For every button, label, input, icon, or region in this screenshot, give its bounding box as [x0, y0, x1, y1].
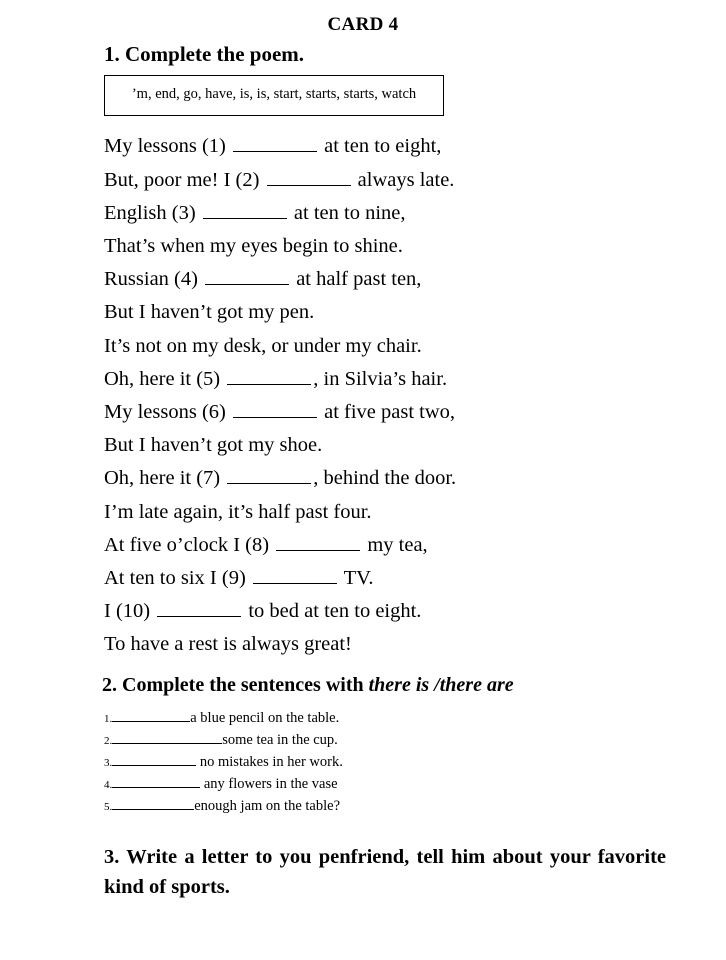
poem-line-text: Oh, here it (5) — [104, 367, 226, 390]
sentence-item — [104, 795, 692, 817]
poem-line-text: Russian (4) — [104, 268, 204, 291]
poem-line — [104, 429, 692, 462]
sentence-answer-blank[interactable] — [112, 707, 190, 722]
sentence-answer-blank[interactable] — [112, 795, 194, 810]
poem-answer-blank[interactable] — [205, 265, 289, 285]
poem-line-text: But I haven’t got my pen. — [104, 301, 315, 324]
poem-line — [104, 595, 692, 628]
poem-line-text-tail: TV. — [338, 567, 374, 590]
poem-line-text: But, poor me! I (2) — [104, 168, 265, 191]
poem-line-text: It’s not on my desk, or under my chair. — [104, 334, 422, 357]
poem-line-text-tail: my tea, — [362, 533, 428, 556]
task-2-heading-plain: 2. Complete the sentences with — [102, 673, 369, 696]
poem-line-text: My lessons (6) — [104, 401, 231, 424]
poem-answer-blank[interactable] — [227, 364, 311, 384]
poem-line-text-tail: at ten to eight, — [318, 135, 442, 158]
sentence-text: some tea in the cup. — [222, 731, 338, 748]
sentence-number: 3. — [104, 756, 113, 769]
poem-line — [104, 130, 692, 163]
poem-line — [104, 197, 692, 230]
poem-answer-blank[interactable] — [253, 564, 337, 584]
sentence-answer-blank[interactable] — [112, 773, 200, 788]
sentence-number: 5. — [104, 800, 113, 813]
task-3-heading: 3. Write a letter to you penfriend, tell him about your favorite kind of sports. — [104, 845, 666, 898]
poem-answer-blank[interactable] — [267, 165, 351, 185]
poem-line — [104, 164, 692, 197]
poem-line — [104, 396, 692, 429]
poem-line-text: To have a rest is always great! — [104, 633, 352, 656]
poem-line — [104, 363, 692, 396]
sentence-answer-blank[interactable] — [112, 751, 196, 766]
poem-line-text: Oh, here it (7) — [104, 467, 226, 490]
word-bank-box: ’m, end, go, have, is, is, start, starts, starts, watch — [104, 75, 444, 116]
poem-line — [104, 496, 692, 529]
poem-line-text-tail: to bed at ten to eight. — [243, 600, 422, 623]
poem-line-text: My lessons (1) — [104, 135, 231, 158]
page-title: CARD 4 — [327, 14, 399, 35]
sentence-number: 2. — [104, 734, 113, 747]
task-2-heading-italic: there is /there are — [368, 673, 514, 696]
poem-line-text-tail: , in Silvia’s hair. — [313, 367, 448, 390]
poem-line — [104, 628, 692, 661]
sentence-text: any flowers in the vase — [200, 775, 338, 792]
sentence-item — [104, 729, 692, 751]
poem-line-text-tail: at five past two, — [318, 401, 456, 424]
poem-answer-blank[interactable] — [276, 530, 360, 550]
poem-answer-blank[interactable] — [157, 597, 241, 617]
poem-line-text-tail: always late. — [352, 168, 455, 191]
poem-line-text: I (10) — [104, 600, 156, 623]
poem-line — [104, 562, 692, 595]
sentence-item — [104, 773, 692, 795]
poem-line-text: At ten to six I (9) — [104, 567, 251, 590]
poem-answer-blank[interactable] — [203, 198, 287, 218]
poem-answer-blank[interactable] — [233, 398, 317, 418]
poem-line-text: But I haven’t got my shoe. — [104, 434, 323, 457]
poem-line — [104, 330, 692, 363]
poem-answer-blank[interactable] — [233, 132, 317, 152]
poem-line-text: I’m late again, it’s half past four. — [104, 500, 372, 523]
sentence-text: no mistakes in her work. — [196, 753, 343, 770]
sentence-text: enough jam on the table? — [194, 797, 341, 814]
sentence-number: 1. — [104, 712, 113, 725]
task-2-heading — [34, 674, 692, 697]
poem-answer-blank[interactable] — [227, 464, 311, 484]
sentence-item — [104, 751, 692, 773]
poem-line-text: English (3) — [104, 201, 201, 224]
poem-line — [104, 529, 692, 562]
poem-line — [104, 230, 692, 263]
sentence-text: a blue pencil on the table. — [190, 709, 340, 726]
poem-line-text-tail: at ten to nine, — [288, 201, 406, 224]
poem-line-text: That’s when my eyes begin to shine. — [104, 235, 403, 257]
sentence-answer-blank[interactable] — [112, 729, 222, 744]
poem-line — [104, 296, 692, 329]
poem-line-text: At five o’clock I (8) — [104, 533, 275, 556]
poem-line-text-tail: , behind the door. — [313, 467, 457, 490]
poem-line — [104, 462, 692, 495]
poem-line — [104, 263, 692, 296]
poem-body — [34, 130, 692, 661]
sentence-item — [104, 707, 692, 729]
task-1-heading: 1. Complete the poem. — [104, 42, 305, 66]
task-2-sentences — [34, 707, 692, 817]
sentence-number: 4. — [104, 778, 113, 791]
poem-line-text-tail: at half past ten, — [291, 268, 422, 291]
